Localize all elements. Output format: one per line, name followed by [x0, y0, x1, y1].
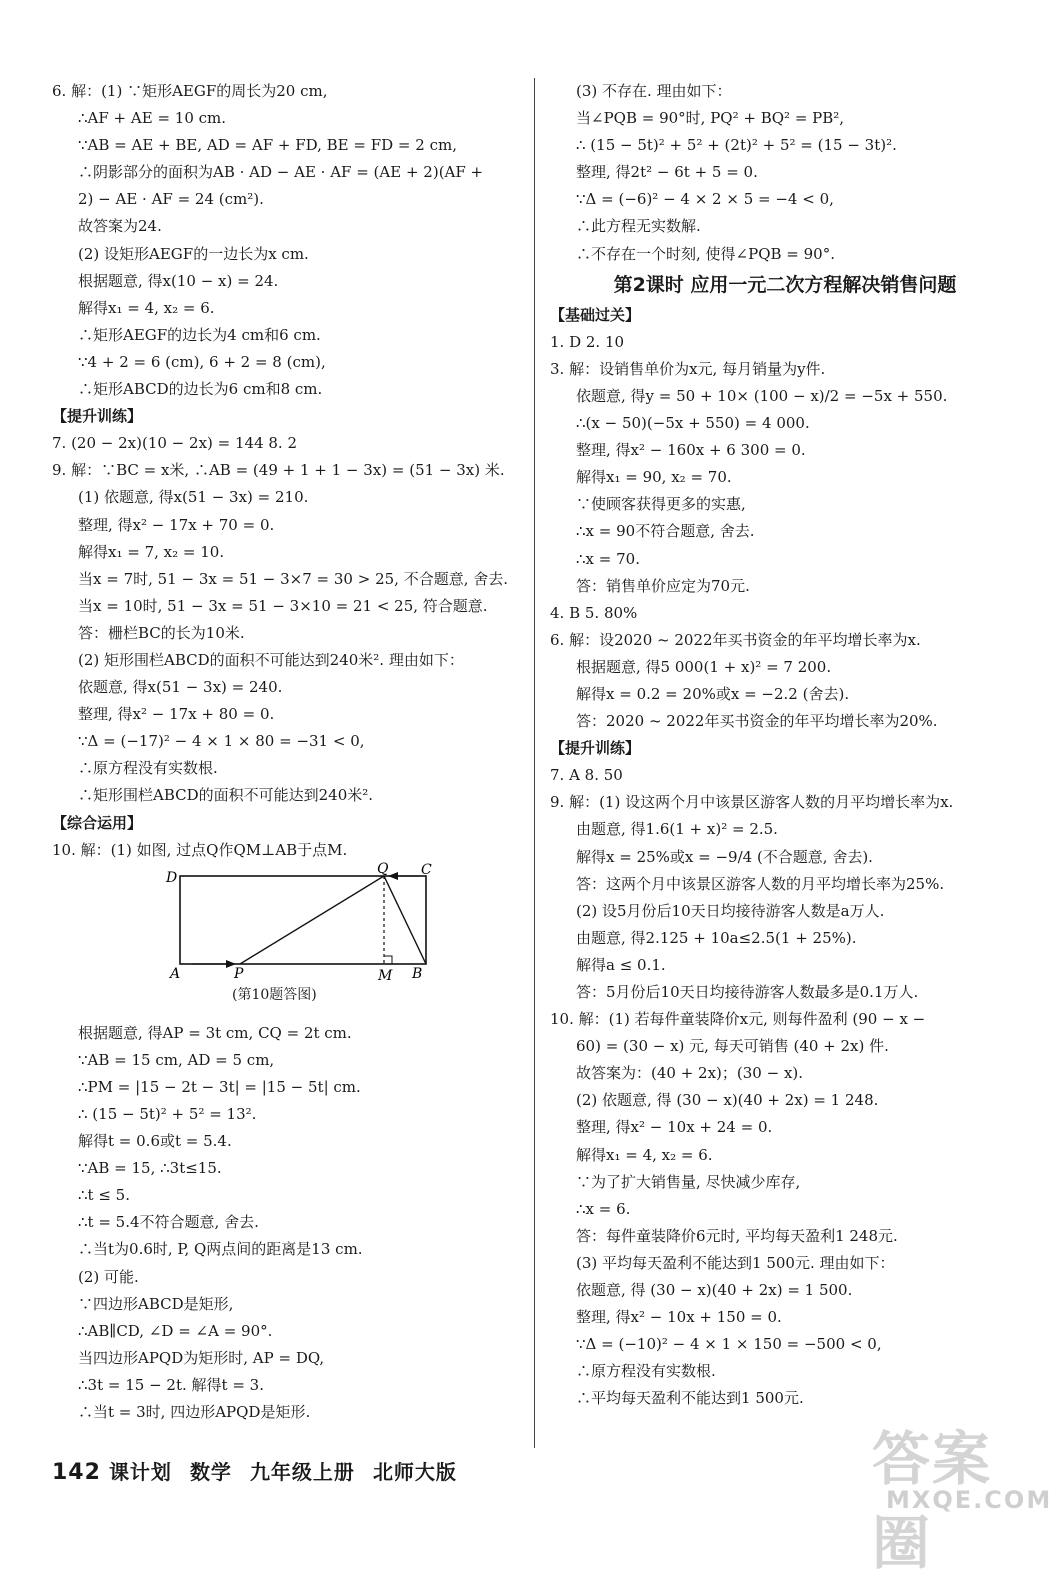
- text-line: (1) 依题意, 得x(51 − 3x) = 210.: [78, 488, 309, 507]
- text-line: ∵为了扩大销售量, 尽快减少库存,: [576, 1172, 801, 1191]
- text-line: ∴矩形围栏ABCD的面积不可能达到240米².: [78, 786, 374, 805]
- text-line: 当x = 10时, 51 − 3x = 51 − 3×10 = 21 < 25, 符合题意.: [78, 596, 488, 615]
- text-line: ∴3t = 15 − 2t. 解得t = 3.: [78, 1375, 264, 1394]
- section-heading: 【提升训练】: [550, 739, 641, 758]
- text-line: ∴原方程没有实数根.: [78, 759, 218, 778]
- text-line: 依题意, 得 (30 − x)(40 + 2x) = 1 500.: [576, 1281, 853, 1300]
- text-line: 故答案为24.: [78, 217, 162, 236]
- text-line: ∵AB = 15 cm, AD = 5 cm,: [78, 1050, 275, 1069]
- text-line: ∴AB∥CD, ∠D = ∠A = 90°.: [78, 1321, 273, 1340]
- text-line: ∵AB = 15, ∴3t≤15.: [78, 1159, 222, 1178]
- label-m: M: [378, 967, 393, 984]
- text-line: 2) − AE · AF = 24 (cm²).: [78, 190, 264, 209]
- geometry-figure: [52, 860, 522, 1016]
- text-line: 当四边形APQD为矩形时, AP = DQ,: [78, 1348, 325, 1367]
- section-heading: 【综合运用】: [52, 813, 143, 832]
- text-line: 答：2020 ~ 2022年买书资金的年平均增长率为20%.: [576, 712, 938, 731]
- page-number: 142: [52, 1460, 101, 1485]
- text-line: ∴AF + AE = 10 cm.: [78, 109, 227, 128]
- text-line: 60) = (30 − x) 元, 每天可销售 (40 + 2x) 件.: [576, 1037, 889, 1056]
- text-line: 当∠PQB = 90°时, PQ² + BQ² = PB²,: [576, 109, 845, 128]
- text-line: 整理, 得2t² − 6t + 5 = 0.: [576, 163, 758, 182]
- advanced-solutions: [550, 762, 1020, 1412]
- basic-solutions: [550, 329, 1020, 735]
- text-line: 整理, 得x² − 10x + 24 = 0.: [576, 1118, 773, 1137]
- label-p: P: [234, 965, 244, 982]
- text-line: (2) 设矩形AEGF的一边长为x cm.: [78, 244, 309, 263]
- text-line: (2) 可能.: [78, 1267, 139, 1286]
- text-line: ∴t ≤ 5.: [78, 1186, 130, 1205]
- watermark-main: 答案圈: [872, 1425, 993, 1577]
- text-line: (3) 平均每天盈利不能达到1 500元. 理由如下：: [576, 1253, 895, 1272]
- text-line: 3. 解：设销售单价为x元, 每月销量为y件.: [550, 359, 826, 378]
- text-line: ∴x = 70.: [576, 549, 640, 568]
- label-d: D: [166, 869, 178, 886]
- text-line: 整理, 得x² − 160x + 6 300 = 0.: [576, 441, 806, 460]
- text-line: ∵Δ = (−6)² − 4 × 2 × 5 = −4 < 0,: [576, 190, 834, 209]
- text-line: ∴t = 5.4不符合题意, 舍去.: [78, 1213, 259, 1232]
- right-angle-mark: [384, 956, 392, 964]
- series-name: 课计划: [108, 1460, 172, 1484]
- figure-caption: (第10题答图): [232, 986, 317, 1003]
- text-line: ∴x = 90不符合题意, 舍去.: [576, 522, 755, 541]
- page-footer: [52, 1456, 475, 1485]
- grade-name: 九年级上册: [249, 1460, 355, 1484]
- text-line: 依题意, 得x(51 − 3x) = 240.: [78, 678, 283, 697]
- text-line: 整理, 得x² − 17x + 80 = 0.: [78, 705, 275, 724]
- text-line: 解得x₁ = 4, x₂ = 6.: [78, 298, 215, 317]
- text-line: 故答案为：(40 + 2x)；(30 − x).: [576, 1064, 804, 1083]
- text-line: ∴矩形AEGF的边长为4 cm和6 cm.: [78, 325, 321, 344]
- text-line: 整理, 得x² − 10x + 150 = 0.: [576, 1308, 782, 1327]
- text-line: 6. 解：设2020 ~ 2022年买书资金的年平均增长率为x.: [550, 630, 921, 649]
- text-line: 解得x = 25%或x = −9/4 (不合题意, 舍去).: [576, 847, 873, 866]
- text-line: ∴原方程没有实数根.: [576, 1362, 716, 1381]
- text-line: 9. 解：(1) 设这两个月中该景区游客人数的月平均增长率为x.: [550, 793, 954, 812]
- text-line: ∴平均每天盈利不能达到1 500元.: [576, 1389, 804, 1408]
- segment-qb: [384, 876, 426, 964]
- text-line: 解得x₁ = 90, x₂ = 70.: [576, 468, 732, 487]
- text-line: (3) 不存在. 理由如下：: [576, 82, 732, 100]
- q7-q9-solution: [52, 430, 522, 809]
- text-line: 依题意, 得y = 50 + 10× (100 − x)/2 = −5x + 550.: [576, 386, 948, 405]
- text-line: ∴x = 6.: [576, 1199, 631, 1218]
- q10-part3-solution: [550, 78, 1020, 268]
- text-line: ∵Δ = (−10)² − 4 × 1 × 150 = −500 < 0,: [576, 1335, 882, 1354]
- text-line: ∵AB = AE + BE, AD = AF + FD, BE = FD = 2 cm,: [78, 136, 457, 155]
- text-line: ∵四边形ABCD是矩形,: [78, 1294, 234, 1313]
- text-line: ∴当t = 3时, 四边形APQD是矩形.: [78, 1403, 311, 1422]
- text-line: 由题意, 得1.6(1 + x)² = 2.5.: [576, 820, 778, 839]
- label-a: A: [170, 965, 181, 982]
- text-line: 整理, 得x² − 17x + 70 = 0.: [78, 515, 275, 534]
- watermark-logo: [872, 1412, 1053, 1577]
- text-line: 7. (20 − 2x)(10 − 2x) = 144 8. 2: [52, 434, 298, 453]
- watermark-url: MXQE.COM: [886, 1486, 1053, 1514]
- text-line: ∴当t为0.6时, P, Q两点间的距离是13 cm.: [78, 1240, 363, 1259]
- text-line: 当x = 7时, 51 − 3x = 51 − 3×7 = 30 > 25, 不合题意, 舍去.: [78, 569, 509, 588]
- text-line: ∵4 + 2 = 6 (cm), 6 + 2 = 8 (cm),: [78, 352, 326, 371]
- text-line: 6. 解：(1) ∵矩形AEGF的周长为20 cm,: [52, 82, 328, 100]
- text-line: 根据题意, 得AP = 3t cm, CQ = 2t cm.: [78, 1023, 352, 1042]
- text-line: 解得x = 0.2 = 20%或x = −2.2 (舍去).: [576, 684, 850, 703]
- text-line: 7. A 8. 50: [550, 766, 623, 785]
- text-line: ∴矩形ABCD的边长为6 cm和8 cm.: [78, 380, 323, 399]
- text-line: ∴不存在一个时刻, 使得∠PQB = 90°.: [576, 244, 835, 263]
- text-line: 由题意, 得2.125 + 10a≤2.5(1 + 25%).: [576, 928, 857, 947]
- label-b: B: [412, 965, 423, 982]
- text-line: ∴阴影部分的面积为AB · AD − AE · AF = (AE + 2)(AF +: [78, 163, 484, 182]
- rectangle-abcd: [180, 876, 426, 964]
- text-line: 根据题意, 得x(10 − x) = 24.: [78, 271, 279, 290]
- text-line: 答：这两个月中该景区游客人数的月平均增长率为25%.: [576, 874, 945, 893]
- column-divider: [534, 78, 535, 1448]
- label-q: Q: [377, 860, 389, 877]
- rectangle-diagram: [112, 860, 432, 984]
- text-line: 解得t = 0.6或t = 5.4.: [78, 1132, 232, 1151]
- text-line: 解得x₁ = 7, x₂ = 10.: [78, 542, 225, 561]
- q6-solution: [52, 78, 522, 403]
- text-line: ∴(x − 50)(−5x + 550) = 4 000.: [576, 414, 810, 433]
- section-heading: 【基础过关】: [550, 305, 641, 324]
- right-column: [550, 78, 1020, 1413]
- text-line: 答：每件童装降价6元时, 平均每天盈利1 248元.: [576, 1226, 898, 1245]
- label-c: C: [421, 861, 432, 878]
- text-line: (2) 设5月份后10天日均接待游客人数是a万人.: [576, 901, 885, 920]
- lesson-title: 第2课时 应用一元二次方程解决销售问题: [613, 273, 957, 296]
- text-line: ∴此方程无实数解.: [576, 217, 701, 236]
- edition-name: 北师大版: [372, 1460, 457, 1484]
- text-line: 根据题意, 得5 000(1 + x)² = 7 200.: [576, 657, 832, 676]
- text-line: ∵Δ = (−17)² − 4 × 1 × 80 = −31 < 0,: [78, 732, 365, 751]
- left-column: [52, 78, 522, 1426]
- section-heading: 【提升训练】: [52, 407, 143, 426]
- text-line: 解得a ≤ 0.1.: [576, 955, 666, 974]
- text-line: ∴ (15 − 5t)² + 5² + (2t)² + 5² = (15 − 3t)².: [576, 136, 897, 155]
- text-line: ∵使顾客获得更多的实惠,: [576, 495, 746, 514]
- segment-pq: [240, 876, 384, 964]
- text-line: 答：5月份后10天日均接待游客人数最多是0.1万人.: [576, 983, 919, 1001]
- text-line: 答：销售单价应定为70元.: [576, 576, 750, 595]
- text-line: (2) 矩形围栏ABCD的面积不可能达到240米². 理由如下：: [78, 650, 464, 669]
- text-line: ∴PM = |15 − 2t − 3t| = |15 − 5t| cm.: [78, 1077, 361, 1096]
- text-line: 1. D 2. 10: [550, 332, 625, 351]
- q10-solution: [52, 1020, 522, 1426]
- subject-name: 数学: [189, 1460, 232, 1484]
- text-line: 9. 解：∵BC = x米, ∴AB = (49 + 1 + 1 − 3x) = (51 − 3x) 米.: [52, 461, 505, 480]
- text-line: 10. 解：(1) 如图, 过点Q作QM⊥AB于点M.: [52, 840, 348, 859]
- arrowhead-left: [388, 872, 398, 880]
- text-line: 4. B 5. 80%: [550, 603, 638, 622]
- text-line: ∴ (15 − 5t)² + 5² = 13².: [78, 1105, 257, 1123]
- text-line: 解得x₁ = 4, x₂ = 6.: [576, 1145, 713, 1164]
- text-line: (2) 依题意, 得 (30 − x)(40 + 2x) = 1 248.: [576, 1091, 879, 1110]
- text-line: 10. 解：(1) 若每件童装降价x元, 则每件盈利 (90 − x −: [550, 1010, 926, 1029]
- text-line: 答：栅栏BC的长为10米.: [78, 623, 245, 642]
